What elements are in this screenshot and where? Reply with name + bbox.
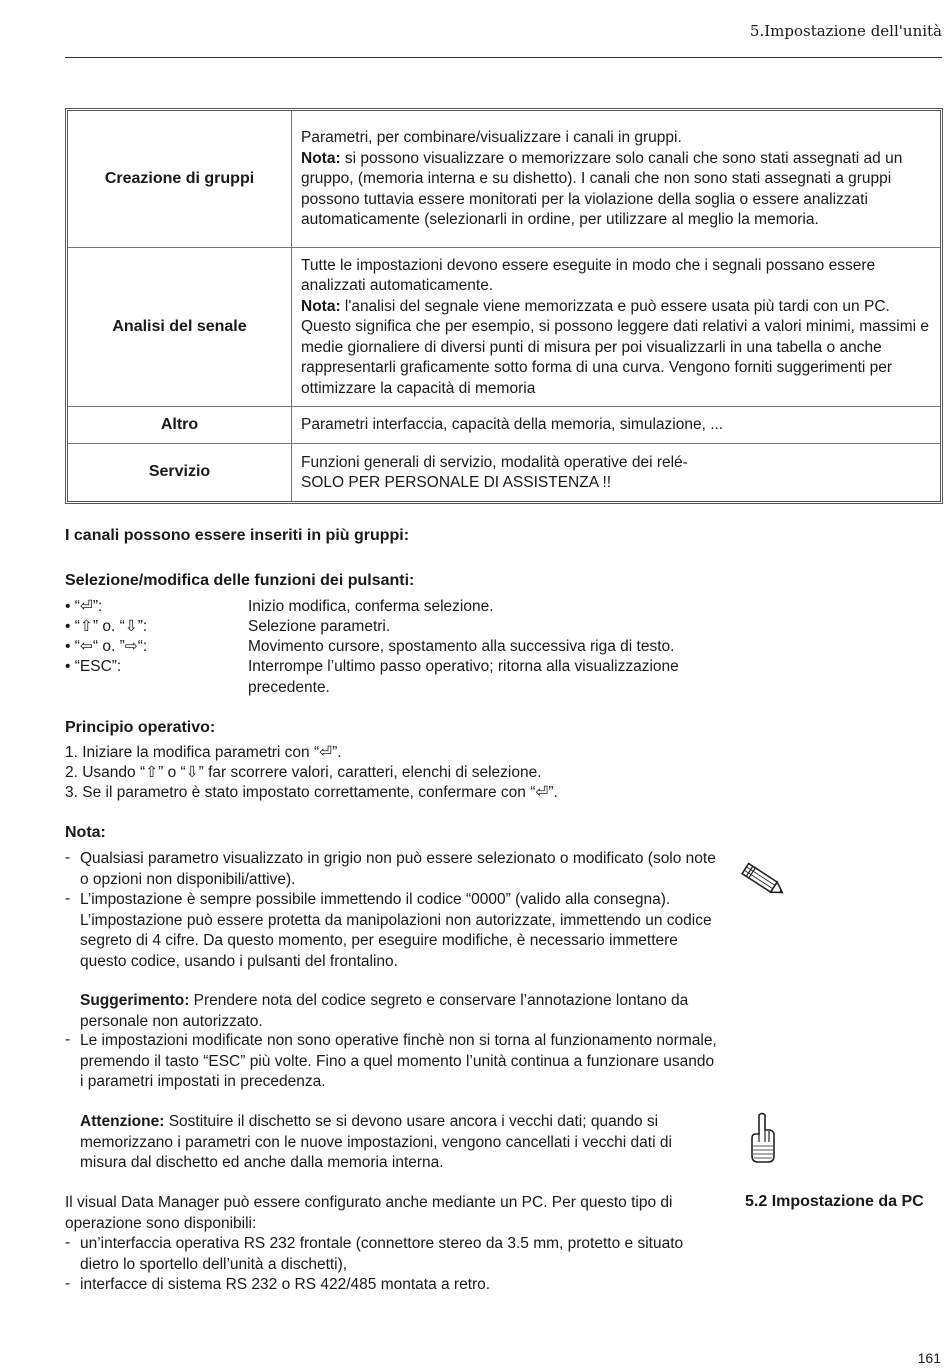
note-label: Nota: — [301, 149, 341, 167]
key-symbol: • “ESC”: — [65, 658, 122, 675]
row-label: Servizio — [68, 444, 292, 501]
step-item: 1. Iniziare la modifica parametri con “⏎”. — [65, 744, 342, 761]
pencil-icon — [738, 862, 788, 898]
row-label: Creazione di gruppi — [68, 111, 292, 248]
side-heading: 5.2 Impostazione da PC — [745, 1193, 924, 1210]
key-description: Inizio modifica, conferma selezione. — [248, 598, 494, 615]
tip-label: Suggerimento: — [80, 992, 190, 1009]
pc-intro: Il visual Data Manager può essere configurato anche mediante un PC. Per questo tipo di operazione sono disponibili: — [65, 1194, 673, 1232]
tip-text: Prendere nota del codice segreto e conservare l’annotazione lontano da personale non autorizzato. — [80, 992, 689, 1030]
row-text: SOLO PER PERSONALE DI ASSISTENZA !! — [301, 474, 612, 491]
tip-paragraph — [80, 991, 720, 1032]
row-description — [292, 248, 940, 407]
note-text: l'analisi del segnale viene memorizzata e può essere usata più tardi con un PC. Questo significa che per esempio, si possono leggere dati relativi a valori minimi, massimi e medie giornaliere di diversi punti di misura per poi visualizzarli in una tabella o anche rappresentarli graficamente sotto forma di una curva. Vengono forniti suggerimenti per ottimizzare la capacità di memoria — [301, 297, 930, 397]
dash-marker: - — [65, 1275, 71, 1292]
key-symbol: • “⇧” o. “⇩”: — [65, 618, 148, 635]
row-description: Parametri interfaccia, capacità della memoria, simulazione, ... — [292, 407, 940, 444]
step-item: 2. Usando “⇧” o “⇩” far scorrere valori, caratteri, elenchi di selezione. — [65, 764, 542, 781]
table-row — [68, 407, 940, 444]
row-text: Parametri, per combinare/visualizzare i canali in gruppi. — [301, 129, 682, 147]
table-row — [68, 248, 940, 407]
key-symbol: • “⏎”: — [65, 598, 103, 615]
section-heading: I canali possono essere inseriti in più gruppi: — [65, 527, 410, 544]
row-description — [292, 444, 940, 501]
section-heading: Selezione/modifica delle funzioni dei pulsanti: — [65, 572, 415, 589]
row-text: Funzioni generali di servizio, modalità operative dei relé- — [301, 453, 688, 471]
warning-label: Attenzione: — [80, 1113, 165, 1130]
key-description: Interrompe l’ultimo passo operativo; ritorna alla visualizzazione precedente. — [248, 658, 679, 696]
page-number: 161 — [917, 1350, 941, 1366]
dash-marker: - — [65, 1234, 71, 1251]
chapter-header: 5.Impostazione dell'unità — [749, 22, 942, 40]
row-label: Altro — [68, 407, 292, 444]
note-item: L’impostazione è sempre possibile immettendo il codice “0000” (valido alla consegna). L’impostazione può essere protetta da manipolazioni non autorizzate, immettendo un codice segreto di 4 cifre. Da questo momento, per eseguire modifiche, è necessario immettere questo codice, usando i pulsanti del frontalino. — [80, 891, 712, 970]
table-row — [68, 444, 940, 501]
pc-item: interfacce di sistema RS 232 o RS 422/485 montata a retro. — [80, 1276, 491, 1293]
warning-text: Sostituire il dischetto se si devono usare ancora i vecchi dati; quando si memorizzano i parametri con le nuove impostazioni, vengono cancellati i vecchi dati di misura dal dischetto ed anche dalla memoria interna. — [80, 1113, 672, 1171]
pc-item: un’interfaccia operativa RS 232 frontale (connettore stereo da 3.5 mm, protetto e situato dietro lo sportello dell’unità a dischetti), — [80, 1235, 684, 1273]
dash-marker: - — [65, 849, 71, 866]
row-description — [292, 111, 940, 248]
key-description: Movimento cursore, spostamento alla successiva riga di testo. — [248, 638, 675, 655]
key-symbol: • “⇦“ o. ”⇨“: — [65, 638, 148, 655]
step-item: 3. Se il parametro è stato impostato correttamente, confermare con “⏎”. — [65, 784, 558, 801]
row-text: Tutte le impostazioni devono essere eseguite in modo che i segnali possano essere analizzati automaticamente. — [301, 256, 876, 295]
section-heading: Principio operativo: — [65, 719, 216, 736]
note-text: si possono visualizzare o memorizzare solo canali che sono stati assegnati ad un gruppo, (memoria interna e su dishetto). I canali che non sono stati assegnati a gruppi possono tuttavia essere monitorati per la violazione della soglia o essere analizzati automaticamente (selezionarli in ordine, per utilizzare al meglio la memoria. — [301, 149, 903, 229]
note-item: Le impostazioni modificate non sono operative finchè non si torna al funzionamento normale, premendo il tasto “ESC” più volte. Fino a quel momento l’unità continua a funzionare usando i parametri impostati in precedenza. — [80, 1032, 717, 1090]
dash-marker: - — [65, 890, 71, 907]
key-description: Selezione parametri. — [248, 618, 391, 635]
row-note — [301, 297, 930, 400]
row-note — [301, 149, 930, 231]
table-row — [68, 111, 940, 248]
row-label: Analisi del senale — [68, 248, 292, 407]
note-heading: Nota: — [65, 824, 106, 841]
dash-marker: - — [65, 1031, 71, 1048]
note-item: Qualsiasi parametro visualizzato in grigio non può essere selezionato o modificato (solo note o opzioni non disponibili/attive). — [80, 850, 716, 888]
pointing-hand-icon — [748, 1112, 778, 1164]
header-divider — [65, 57, 942, 58]
parameter-table — [65, 108, 943, 504]
warning-paragraph — [80, 1112, 720, 1174]
note-label: Nota: — [301, 297, 341, 315]
